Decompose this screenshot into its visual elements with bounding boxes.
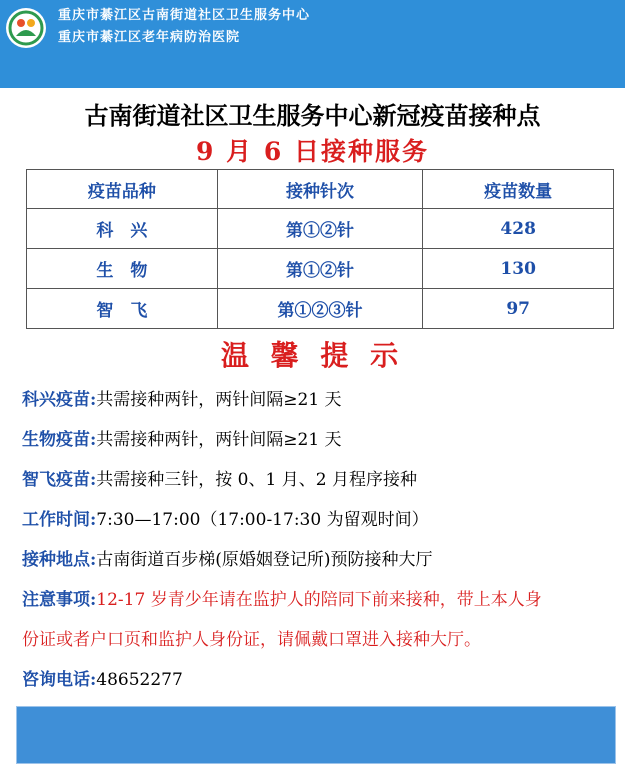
table-header-cell: 接种针次 [217,170,423,209]
tip-label: 注意事项: [22,590,97,610]
table-row [27,209,614,249]
table-row [27,249,614,289]
page-title: 古南街道社区卫生服务中心新冠疫苗接种点 [84,101,541,130]
footer-banner [16,706,616,764]
clinic-logo-icon [6,8,46,48]
tip-label: 咨询电话: [22,670,97,690]
page-subtitle: 9 月 6 日接种服务 [196,137,429,166]
vaccine-name-cell: 科 兴 [27,209,218,249]
header-banner [0,0,625,88]
tip-label: 智飞疫苗: [22,470,97,490]
vaccine-table [26,169,614,329]
tip-label: 科兴疫苗: [22,390,97,410]
tips-heading: 温 馨 提 示 [220,339,405,372]
tip-text: 7:30—17:00（17:00-17:30 为留观时间） [96,510,429,530]
table-header-cell: 疫苗品种 [27,170,218,209]
header-hospital-name: 重庆市綦江区老年病防治医院 [58,30,241,45]
quantity-cell: 130 [423,249,614,289]
tip-text: 古南街道百步梯(原婚姻登记所)预防接种大厅 [96,550,433,570]
dose-cell: 第①②③针 [217,289,423,329]
phone-number: 48652277 [96,670,183,690]
tip-notice-cont: 份证或者户口页和监护人身份证，请佩戴口罩进入接种大厅。 [22,630,481,650]
table-row [27,289,614,329]
vaccine-name-cell: 智 飞 [27,289,218,329]
tip-text: 共需接种三针，按 0、1 月、2 月程序接种 [96,470,417,490]
tip-text: 12-17 岁青少年请在监护人的陪同下前来接种，带上本人身 [96,590,542,610]
tip-phone [22,665,183,690]
table-header-row [27,170,614,209]
tip-shengwu [22,425,342,450]
quantity-cell: 97 [423,289,614,329]
vaccine-name-cell: 生 物 [27,249,218,289]
tip-notice [22,585,542,610]
dose-cell: 第①②针 [217,209,423,249]
tip-text: 共需接种两针，两针间隔≥21 天 [96,430,342,450]
tip-text: 共需接种两针，两针间隔≥21 天 [96,390,342,410]
tip-kexing [22,385,342,410]
tip-hours [22,505,429,530]
dose-cell: 第①②针 [217,249,423,289]
quantity-cell: 428 [423,209,614,249]
tip-label: 生物疫苗: [22,430,97,450]
table-header-cell: 疫苗数量 [423,170,614,209]
tip-label: 工作时间: [22,510,97,530]
tip-zhifei [22,465,417,490]
tip-label: 接种地点: [22,550,97,570]
tip-location [22,545,433,570]
header-org-name: 重庆市綦江区古南街道社区卫生服务中心 [58,8,311,23]
